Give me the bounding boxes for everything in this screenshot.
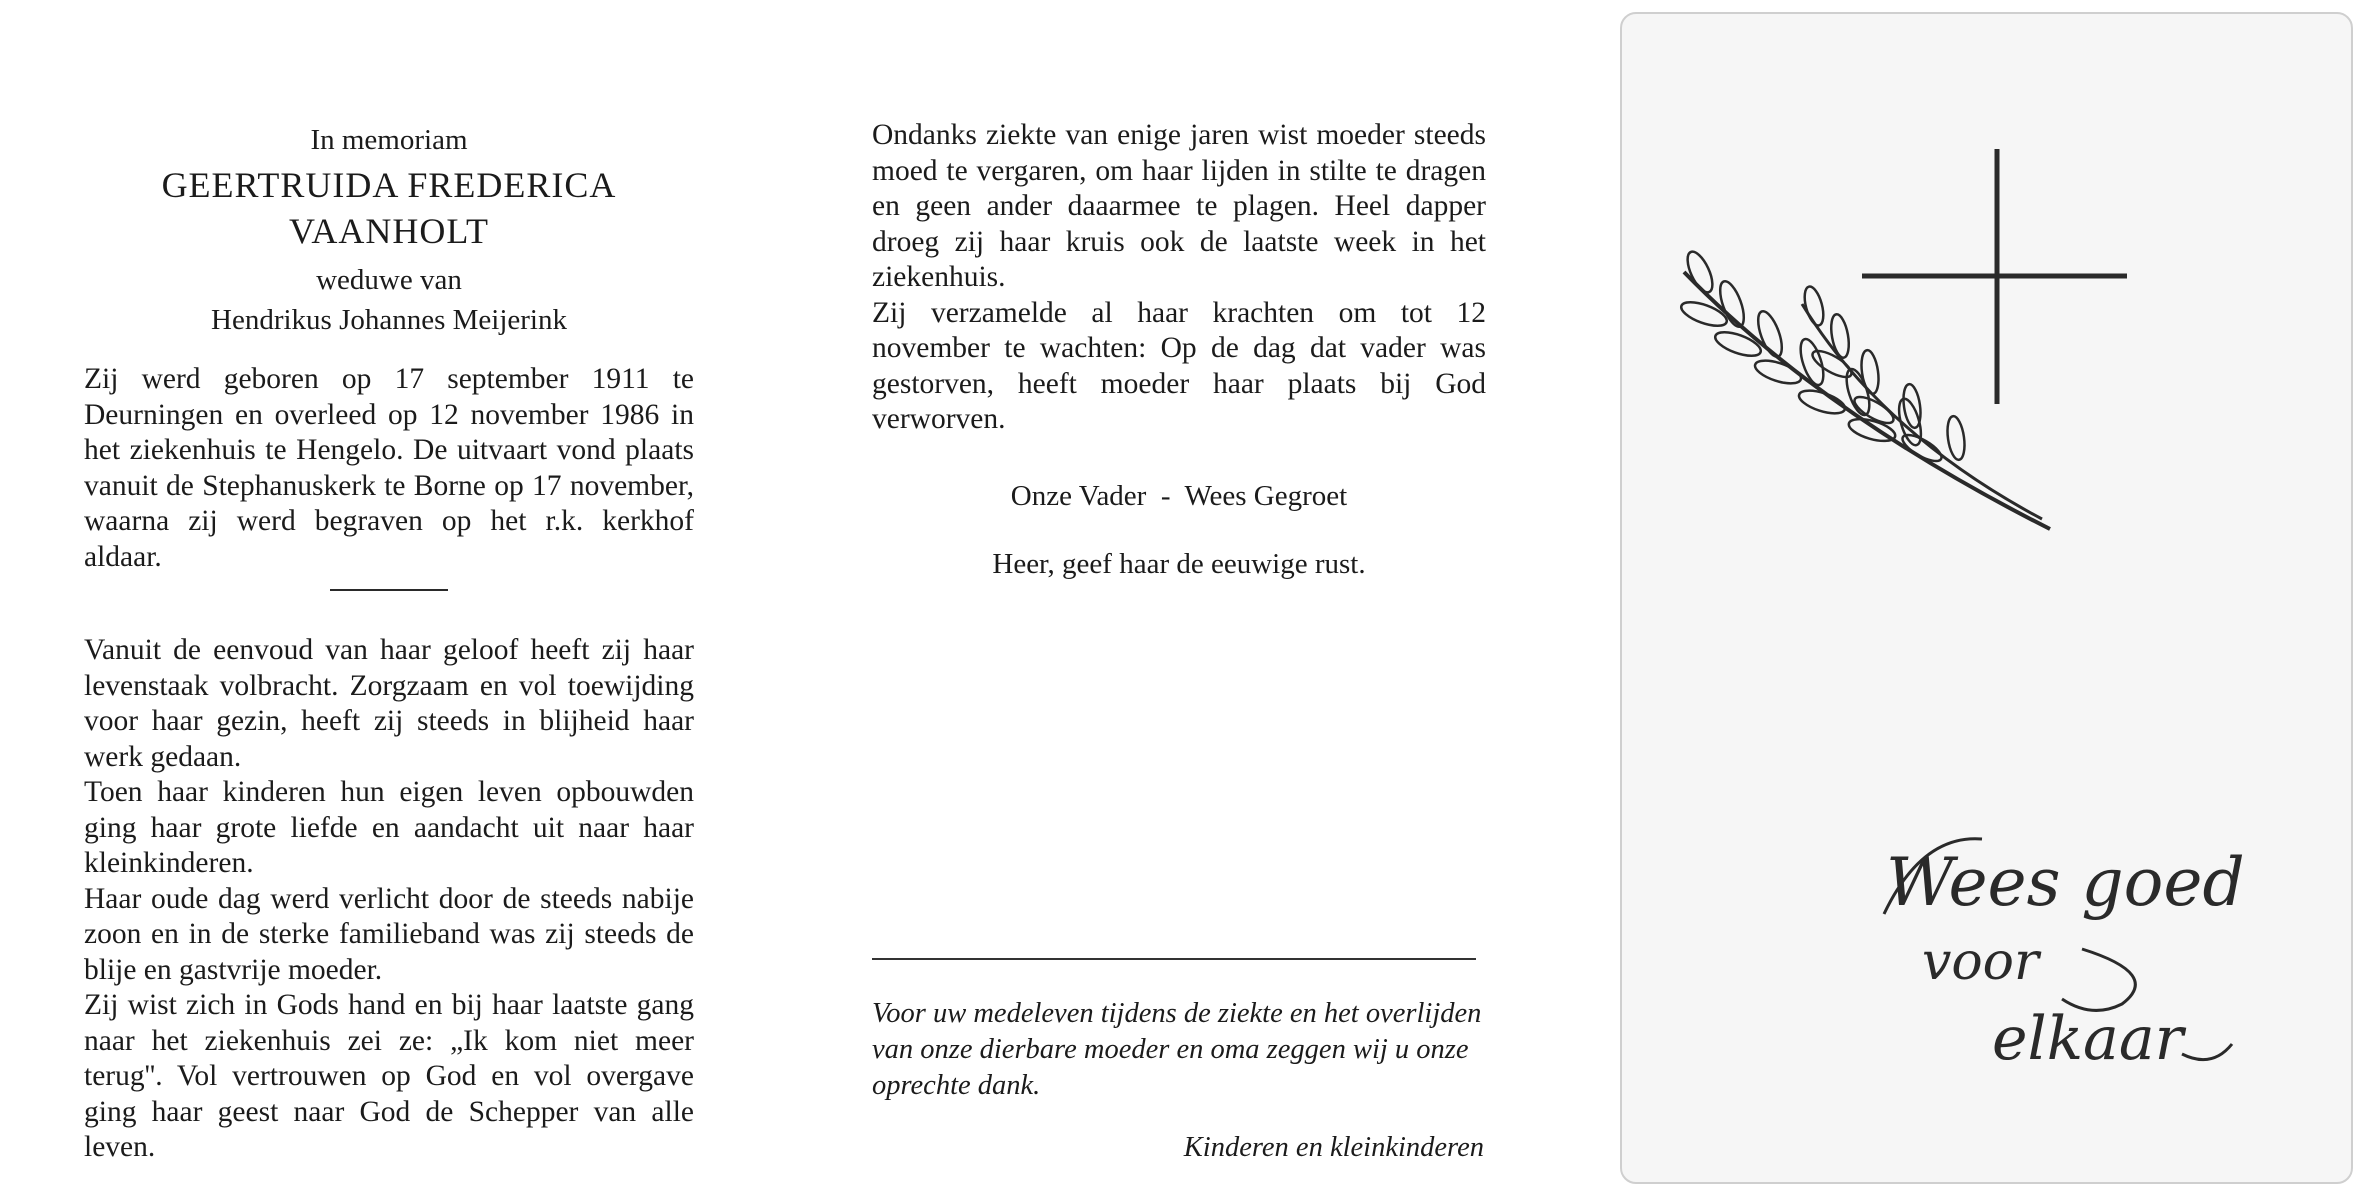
waiting-paragraph: Zij verzamelde al haar krachten om tot 12 november te wachten: Op de dag dat vader was gestorven, heeft moeder haar plaats bij God verworven.: [872, 296, 1486, 435]
life-paragraph-2: Toen haar kinderen hun eigen leven opbouwden ging haar grote liefde en aandacht uit naar haar kleinkinderen.: [84, 776, 694, 879]
husband-name: Hendrikus Johannes Meijerink: [211, 304, 567, 336]
deceased-name-line1: GEERTRUIDA FREDERICA: [161, 165, 617, 205]
bio-paragraph: Zij werd geboren op 17 september 1911 te Deurningen en overleed op 12 november 1986 in het ziekenhuis te Hengelo. De uitvaart vond plaats vanuit de Stephanuskerk te Borne op 17 november, waarna zij werd begraven op het r.k. kerkhof aldaar.: [84, 363, 694, 573]
deceased-name-line2: VAANHOLT: [288, 211, 490, 251]
life-paragraph-4: Zij wist zich in Gods hand en bij haar laatste gang naar het ziekenhuis zei ze: „Ik kom niet meer terug''. Vol vertrouwen op God en vol overgave ging haar geest naar God de Schepper van alle leven.: [84, 989, 694, 1163]
right-column: [872, 118, 1486, 584]
prayers-line: Onze Vader - Wees Gegroet: [1010, 479, 1348, 512]
motto-line-1: Wees goed: [1886, 844, 2245, 921]
thanks-divider: [872, 958, 1476, 960]
motto: [1622, 14, 2355, 1186]
widow-of-label: weduwe van: [316, 264, 462, 296]
family-signature: Kinderen en kleinkinderen: [1183, 1132, 1484, 1163]
life-paragraph-3: Haar oude dag werd verlicht door de steeds nabije zoon en in de sterke familieband was zij steeds de blije en gastvrije moeder.: [84, 882, 694, 986]
left-column: [84, 118, 694, 1166]
eternal-rest-line: Heer, geef haar de eeuwige rust.: [992, 547, 1366, 580]
heading-in-memoriam: In memoriam: [310, 124, 468, 156]
motto-line-3: elkaar: [1992, 1004, 2184, 1074]
front-card: [1620, 12, 2353, 1184]
illness-paragraph: Ondanks ziekte van enige jaren wist moeder steeds moed te vergaren, om haar lijden in stilte te dragen en geen ander daaarmee te plagen. Heel dapper droeg zij haar kruis ook de laatste week in het ziekenhuis.: [872, 119, 1486, 293]
life-paragraph-1: Vanuit de eenvoud van haar geloof heeft zij haar levenstaak volbracht. Zorgzaam en vol toewijding voor haar gezin, heeft zij steeds in blijheid haar werk gedaan.: [84, 634, 694, 773]
thanks-paragraph: Voor uw medeleven tijdens de ziekte en het overlijden van onze dierbare moeder en oma zeggen wij u onze oprechte dank.: [872, 998, 1482, 1101]
short-divider: [330, 589, 448, 591]
motto-line-2: voor: [1922, 932, 2039, 992]
